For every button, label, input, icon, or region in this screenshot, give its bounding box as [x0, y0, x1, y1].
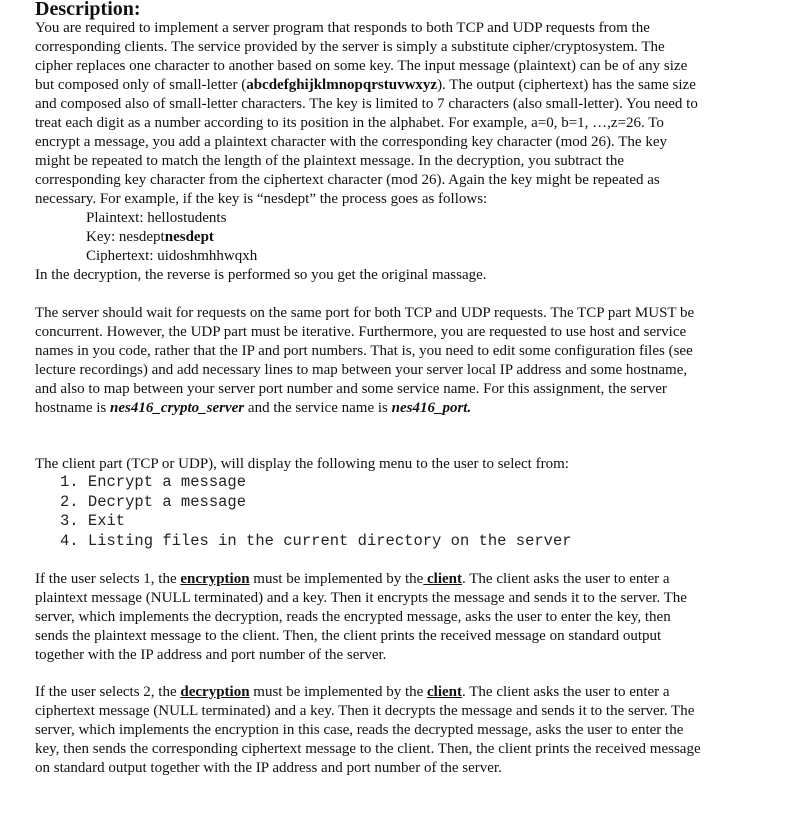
server-line: lecture recordings) and add necessary lines to map between your server local IP address and some hostname, [35, 362, 688, 378]
server-line [35, 399, 775, 418]
text-run: hostname is [35, 400, 110, 416]
intro-line: corresponding key character from the ciphertext character (mod 26). Again the key might be repeated as [35, 172, 660, 188]
intro-line [35, 76, 775, 95]
option-2-paragraph [35, 683, 775, 778]
decryption-note: In the decryption, the reverse is performed so you get the original massage. [35, 267, 487, 283]
decryption-emphasis: decryption [180, 684, 250, 700]
intro-line: treat each digit as a number according to its position in the alphabet. For example, a=0, b=1, …,z=26. To [35, 115, 664, 131]
option-1-line: together with the IP address and port number of the server. [35, 647, 387, 663]
client-menu [60, 473, 572, 552]
text-run: If the user selects 2, the [35, 684, 181, 700]
text-run: and the service name is [244, 400, 392, 416]
intro-line: cipher replaces one character to another based on some key. The input message (plaintext) can be of any size [35, 58, 688, 74]
option-1-line: sends the plaintext message to the client. Then, the client prints the received message on standard output [35, 628, 662, 644]
server-line: names in you code, rather that the IP and port numbers. That is, you need to edit some configuration files (see [35, 343, 693, 359]
text-run: but composed only of small-letter ( [35, 77, 247, 93]
server-hostname: nes416_crypto_server [110, 400, 245, 416]
menu-item: 3. Exit [60, 512, 126, 531]
client-intro: The client part (TCP or UDP), will display the following menu to the user to select from: [35, 456, 569, 472]
text-run: must be implemented by the [249, 684, 428, 700]
service-name: nes416_port. [391, 400, 472, 416]
example-ciphertext: Ciphertext: uidoshmhhwqxh [86, 248, 258, 264]
text-run: . The client asks the user to enter a [462, 571, 670, 587]
alphabet-bold: abcdefghijklmnopqrstuvwxyz [246, 77, 438, 93]
option-2-line [35, 683, 775, 702]
example-key [86, 228, 214, 247]
example-plaintext: Plaintext: hellostudents [86, 210, 227, 226]
server-line: The server should wait for requests on the same port for both TCP and UDP requests. The TCP part MUST be [35, 305, 695, 321]
intro-line: encrypt a message, you add a plaintext character with the corresponding key character (mod 26). The key [35, 134, 667, 150]
intro-line: You are required to implement a server program that responds to both TCP and UDP requests from the [35, 20, 650, 36]
client-emphasis: client [423, 571, 463, 587]
option-2-line: key, then sends the corresponding ciphertext message to the client. Then, the client prints the received message [35, 741, 701, 757]
server-line: concurrent. However, the UDP part must be iterative. Furthermore, you are requested to use host and service [35, 324, 687, 340]
text-run: must be implemented by the [249, 571, 424, 587]
text-run: . The client asks the user to enter a [462, 684, 670, 700]
intro-line: necessary. For example, if the key is “nesdept” the process goes as follows: [35, 191, 488, 207]
text-run: If the user selects 1, the [35, 571, 181, 587]
menu-item: 1. Encrypt a message [60, 473, 247, 491]
intro-line: corresponding clients. The service provided by the server is simply a substitute cipher/cryptosystem. The [35, 39, 665, 55]
option-1-line [35, 570, 775, 589]
option-1-paragraph [35, 570, 775, 665]
option-2-line: server, which implements the encryption in this case, reads the decrypted message, asks the user to enter the [35, 722, 684, 738]
menu-item: 2. Decrypt a message [60, 492, 247, 511]
option-2-line: on standard output together with the IP address and port number of the server. [35, 760, 502, 776]
client-emphasis: client [427, 684, 463, 700]
option-1-line: server, which implements the decryption, reads the encrypted message, asks the user to enter the key, then [35, 609, 671, 625]
menu-item: 4. Listing files in the current directory on the server [60, 532, 572, 551]
text-run: Key: nesdept [86, 229, 165, 245]
server-paragraph [35, 304, 775, 418]
description-heading: Description: [35, 0, 141, 20]
text-run: ). The output (ciphertext) has the same size [437, 77, 696, 93]
intro-paragraph [35, 19, 775, 209]
option-2-line: ciphertext message (NULL terminated) and a key. Then it decrypts the message and sends it to the server. The [35, 703, 695, 719]
option-1-line: plaintext message (NULL terminated) and a key. Then it encrypts the message and sends it to the server. The [35, 590, 687, 606]
intro-line: and composed also of small-letter characters. The key is limited to 7 characters (also small-letter). You need to [35, 96, 698, 112]
server-line: and also to map between your server port number and some service name. For this assignment, the server [35, 381, 667, 397]
encryption-emphasis: encryption [180, 571, 250, 587]
repeated-key-bold: nesdept [164, 229, 214, 245]
intro-line: might be repeated to match the length of the plaintext message. In the decryption, you subtract the [35, 153, 624, 169]
